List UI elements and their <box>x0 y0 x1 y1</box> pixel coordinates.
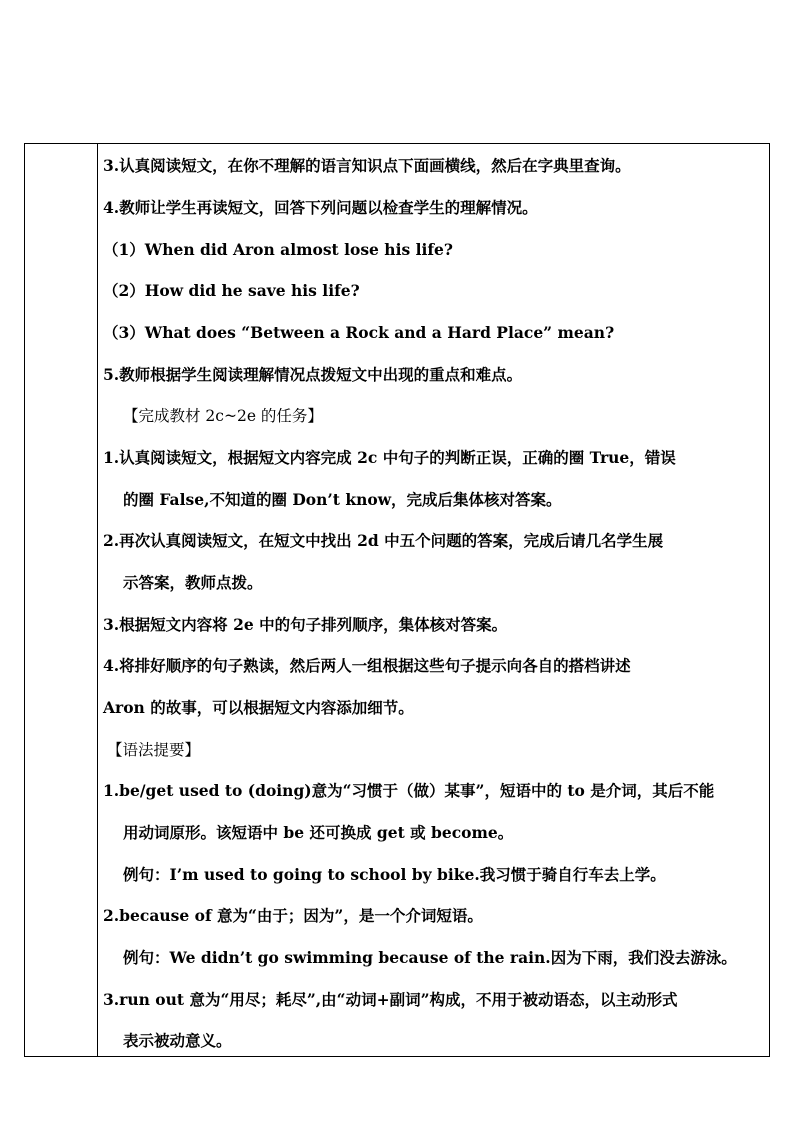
text-line: 示答案，教师点拨。 <box>123 573 263 592</box>
text-line: 2.because of 意为“由于；因为”，是一个介词短语。 <box>103 906 483 925</box>
text-line: 的圈 False,不知道的圈 Don’t know，完成后集体核对答案。 <box>123 490 562 509</box>
text-line: 用动词原形。该短语中 be 还可换成 get 或 become。 <box>123 823 514 842</box>
text-line: 1.认真阅读短文，根据短文内容完成 2c 中句子的判断正误，正确的圈 True，错误 <box>103 448 676 467</box>
text-line: 3.根据短文内容将 2e 中的句子排列顺序，集体核对答案。 <box>103 615 508 634</box>
example-line: 例句：I’m used to going to school by bike.我习惯于骑自行车去上学。 <box>123 865 666 884</box>
example-line: 例句：We didn’t go swimming because of the rain.因为下雨，我们没去游泳。 <box>123 948 737 967</box>
lesson-table <box>24 143 770 1057</box>
column-divider <box>97 144 98 1056</box>
text-line: （2）How did he save his life? <box>103 281 360 300</box>
text-line: （3）What does “Between a Rock and a Hard Place” mean? <box>103 323 615 342</box>
section-heading: 【语法提要】 <box>107 741 201 759</box>
text-line: （1）When did Aron almost lose his life? <box>103 240 453 259</box>
section-heading: 【完成教材 2c~2e 的任务】 <box>123 407 323 425</box>
text-line: 表示被动意义。 <box>123 1031 232 1050</box>
text-line: 4.将排好顺序的句子熟读，然后两人一组根据这些句子提示向各自的搭档讲述 <box>103 656 631 675</box>
text-line: 5.教师根据学生阅读理解情况点拨短文中出现的重点和难点。 <box>103 365 523 384</box>
text-line: 3.run out 意为“用尽；耗尽”,由“动词+副词”构成，不用于被动语态，以主动形式 <box>103 990 678 1009</box>
text-line: 2.再次认真阅读短文，在短文中找出 2d 中五个问题的答案，完成后请几名学生展 <box>103 531 664 550</box>
text-line: 4.教师让学生再读短文，回答下列问题以检查学生的理解情况。 <box>103 198 538 217</box>
text-line: Aron 的故事，可以根据短文内容添加细节。 <box>103 698 414 717</box>
text-line: 3.认真阅读短文，在你不理解的语言知识点下面画横线，然后在字典里查询。 <box>103 156 631 175</box>
text-line: 1.be/get used to (doing)意为“习惯于（做）某事”，短语中的 to 是介词，其后不能 <box>103 781 715 800</box>
